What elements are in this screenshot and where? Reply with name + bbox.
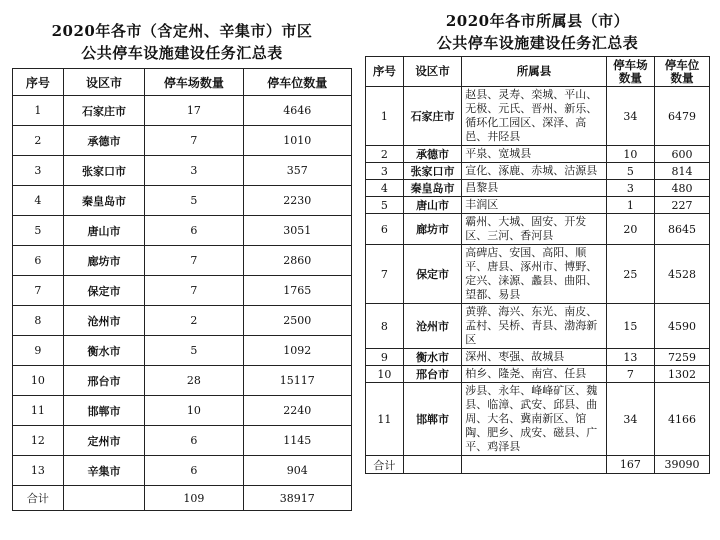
cell-counties: 平泉、宽城县 (462, 146, 606, 163)
cell-lots: 20 (606, 214, 654, 245)
table-row (366, 197, 710, 214)
total-empty (462, 456, 606, 474)
total-empty (63, 486, 144, 511)
cell-spaces: 1010 (243, 126, 352, 156)
cell-lots: 3 (606, 180, 654, 197)
cell-lots: 7 (145, 276, 243, 306)
cell-city: 衡水市 (63, 336, 144, 366)
table-row (366, 180, 710, 197)
cell-city: 秦皇岛市 (403, 180, 461, 197)
cell-city: 邢台市 (63, 366, 144, 396)
cell-city: 保定市 (403, 245, 461, 304)
header-counties: 所属县 (462, 57, 606, 87)
table-row (366, 245, 710, 304)
header-spaces-line1: 停车位 (664, 57, 700, 72)
cell-no: 13 (13, 456, 64, 486)
cell-spaces: 814 (654, 163, 709, 180)
header-spaces: 停车位数量 (243, 69, 352, 96)
cell-city: 秦皇岛市 (63, 186, 144, 216)
cell-spaces: 1302 (654, 366, 709, 383)
cell-no: 5 (13, 216, 64, 246)
cell-lots: 5 (145, 336, 243, 366)
cell-city: 衡水市 (403, 349, 461, 366)
city-district-table (12, 68, 352, 511)
header-lots (606, 57, 654, 87)
cell-spaces: 2240 (243, 396, 352, 426)
cell-no: 9 (366, 349, 404, 366)
cell-spaces: 3051 (243, 216, 352, 246)
cell-city: 辛集市 (63, 456, 144, 486)
cell-spaces: 480 (654, 180, 709, 197)
cell-lots: 10 (145, 396, 243, 426)
table-row (13, 246, 352, 276)
cell-spaces: 1092 (243, 336, 352, 366)
cell-city: 沧州市 (63, 306, 144, 336)
total-spaces: 38917 (243, 486, 352, 511)
cell-no: 3 (13, 156, 64, 186)
cell-city: 保定市 (63, 276, 144, 306)
table-row (13, 396, 352, 426)
cell-no: 9 (13, 336, 64, 366)
cell-no: 1 (13, 96, 64, 126)
total-lots: 109 (145, 486, 243, 511)
header-spaces (654, 57, 709, 87)
cell-no: 12 (13, 426, 64, 456)
header-spaces-line2: 数量 (670, 70, 694, 85)
cell-no: 3 (366, 163, 404, 180)
table-header-row (366, 57, 710, 87)
header-city: 设区市 (403, 57, 461, 87)
header-no: 序号 (13, 69, 64, 96)
cell-spaces: 904 (243, 456, 352, 486)
cell-spaces: 7259 (654, 349, 709, 366)
table-row (366, 383, 710, 456)
table-row (366, 87, 710, 146)
left-title-line1: 2020年各市（含定州、辛集市）市区 (51, 22, 313, 40)
cell-spaces: 1145 (243, 426, 352, 456)
cell-lots: 6 (145, 456, 243, 486)
cell-lots: 34 (606, 383, 654, 456)
cell-no: 7 (366, 245, 404, 304)
header-no: 序号 (366, 57, 404, 87)
cell-counties: 赵县、灵寿、栾城、平山、无极、元氏、晋州、新乐、循环化工园区、深泽、高邑、井陉县 (462, 87, 606, 146)
table-row (366, 304, 710, 349)
county-table-doc (365, 10, 710, 474)
cell-lots: 17 (145, 96, 243, 126)
cell-city: 邯郸市 (403, 383, 461, 456)
table-row (13, 126, 352, 156)
table-row (366, 146, 710, 163)
cell-spaces: 6479 (654, 87, 709, 146)
county-table (365, 56, 710, 474)
cell-counties: 宣化、涿鹿、赤城、沽源县 (462, 163, 606, 180)
table-row (13, 156, 352, 186)
cell-counties: 丰润区 (462, 197, 606, 214)
cell-city: 定州市 (63, 426, 144, 456)
header-city: 设区市 (63, 69, 144, 96)
table-row (13, 426, 352, 456)
cell-no: 10 (366, 366, 404, 383)
cell-spaces: 4646 (243, 96, 352, 126)
cell-lots: 6 (145, 216, 243, 246)
cell-city: 承德市 (403, 146, 461, 163)
table-row (13, 276, 352, 306)
table-row (366, 349, 710, 366)
header-lots-line1: 停车场 (613, 57, 648, 72)
cell-no: 2 (13, 126, 64, 156)
cell-spaces: 8645 (654, 214, 709, 245)
header-lots: 停车场数量 (145, 69, 243, 96)
cell-lots: 7 (145, 126, 243, 156)
cell-spaces: 4590 (654, 304, 709, 349)
cell-no: 8 (13, 306, 64, 336)
table-row (366, 163, 710, 180)
cell-spaces: 2500 (243, 306, 352, 336)
total-spaces: 39090 (654, 456, 709, 474)
cell-counties: 涉县、永年、峰峰矿区、魏县、临漳、武安、邱县、曲周、大名、冀南新区、馆陶、肥乡、成安、磁县、广平、鸡泽县 (462, 383, 606, 456)
cell-lots: 10 (606, 146, 654, 163)
cell-counties: 霸州、大城、固安、开发区、三河、香河县 (462, 214, 606, 245)
table-row (366, 366, 710, 383)
cell-spaces: 600 (654, 146, 709, 163)
cell-no: 5 (366, 197, 404, 214)
right-title-line1: 2020年各市所属县（市） (445, 12, 630, 30)
cell-counties: 柏乡、隆尧、南宫、任县 (462, 366, 606, 383)
cell-spaces: 4528 (654, 245, 709, 304)
cell-no: 10 (13, 366, 64, 396)
cell-spaces: 357 (243, 156, 352, 186)
cell-lots: 5 (145, 186, 243, 216)
cell-counties: 高碑店、安国、高阳、顺平、唐县、涿州市、博野、定兴、涞源、蠡县、曲阳、望都、易县 (462, 245, 606, 304)
table-row (13, 306, 352, 336)
cell-no: 8 (366, 304, 404, 349)
cell-lots: 5 (606, 163, 654, 180)
cell-city: 张家口市 (63, 156, 144, 186)
table-header-row (13, 69, 352, 96)
table-row (13, 186, 352, 216)
cell-no: 4 (13, 186, 64, 216)
cell-spaces: 2230 (243, 186, 352, 216)
cell-lots: 6 (145, 426, 243, 456)
cell-city: 邯郸市 (63, 396, 144, 426)
cell-spaces: 1765 (243, 276, 352, 306)
cell-lots: 3 (145, 156, 243, 186)
cell-lots: 25 (606, 245, 654, 304)
cell-no: 1 (366, 87, 404, 146)
cell-no: 6 (366, 214, 404, 245)
table-row (13, 366, 352, 396)
cell-city: 廊坊市 (403, 214, 461, 245)
cell-lots: 7 (145, 246, 243, 276)
table-row (366, 214, 710, 245)
cell-no: 4 (366, 180, 404, 197)
cell-lots: 13 (606, 349, 654, 366)
cell-city: 邢台市 (403, 366, 461, 383)
cell-spaces: 2860 (243, 246, 352, 276)
cell-lots: 1 (606, 197, 654, 214)
cell-no: 6 (13, 246, 64, 276)
cell-city: 石家庄市 (403, 87, 461, 146)
cell-spaces: 227 (654, 197, 709, 214)
cell-city: 唐山市 (63, 216, 144, 246)
cell-city: 唐山市 (403, 197, 461, 214)
total-empty (403, 456, 461, 474)
cell-city: 张家口市 (403, 163, 461, 180)
cell-city: 承德市 (63, 126, 144, 156)
table-row (13, 456, 352, 486)
cell-city: 廊坊市 (63, 246, 144, 276)
cell-no: 11 (366, 383, 404, 456)
total-lots: 167 (606, 456, 654, 474)
total-label: 合计 (13, 486, 64, 511)
total-label: 合计 (366, 456, 404, 474)
cell-counties: 昌黎县 (462, 180, 606, 197)
right-title-line2: 公共停车设施建设任务汇总表 (436, 34, 639, 52)
cell-city: 石家庄市 (63, 96, 144, 126)
cell-city: 沧州市 (403, 304, 461, 349)
total-row (13, 486, 352, 511)
cell-lots: 2 (145, 306, 243, 336)
cell-spaces: 15117 (243, 366, 352, 396)
cell-lots: 28 (145, 366, 243, 396)
header-lots-line2: 数量 (618, 70, 642, 85)
cell-lots: 7 (606, 366, 654, 383)
left-title-line2: 公共停车设施建设任务汇总表 (81, 44, 283, 62)
cell-no: 2 (366, 146, 404, 163)
total-row (366, 456, 710, 474)
cell-counties: 黄骅、海兴、东光、南皮、孟村、吴桥、青县、渤海新区 (462, 304, 606, 349)
cell-no: 11 (13, 396, 64, 426)
table-row (13, 336, 352, 366)
city-district-table-doc (12, 20, 352, 511)
cell-lots: 15 (606, 304, 654, 349)
cell-no: 7 (13, 276, 64, 306)
table-row (13, 216, 352, 246)
cell-spaces: 4166 (654, 383, 709, 456)
cell-lots: 34 (606, 87, 654, 146)
cell-counties: 深州、枣强、故城县 (462, 349, 606, 366)
table-row (13, 96, 352, 126)
